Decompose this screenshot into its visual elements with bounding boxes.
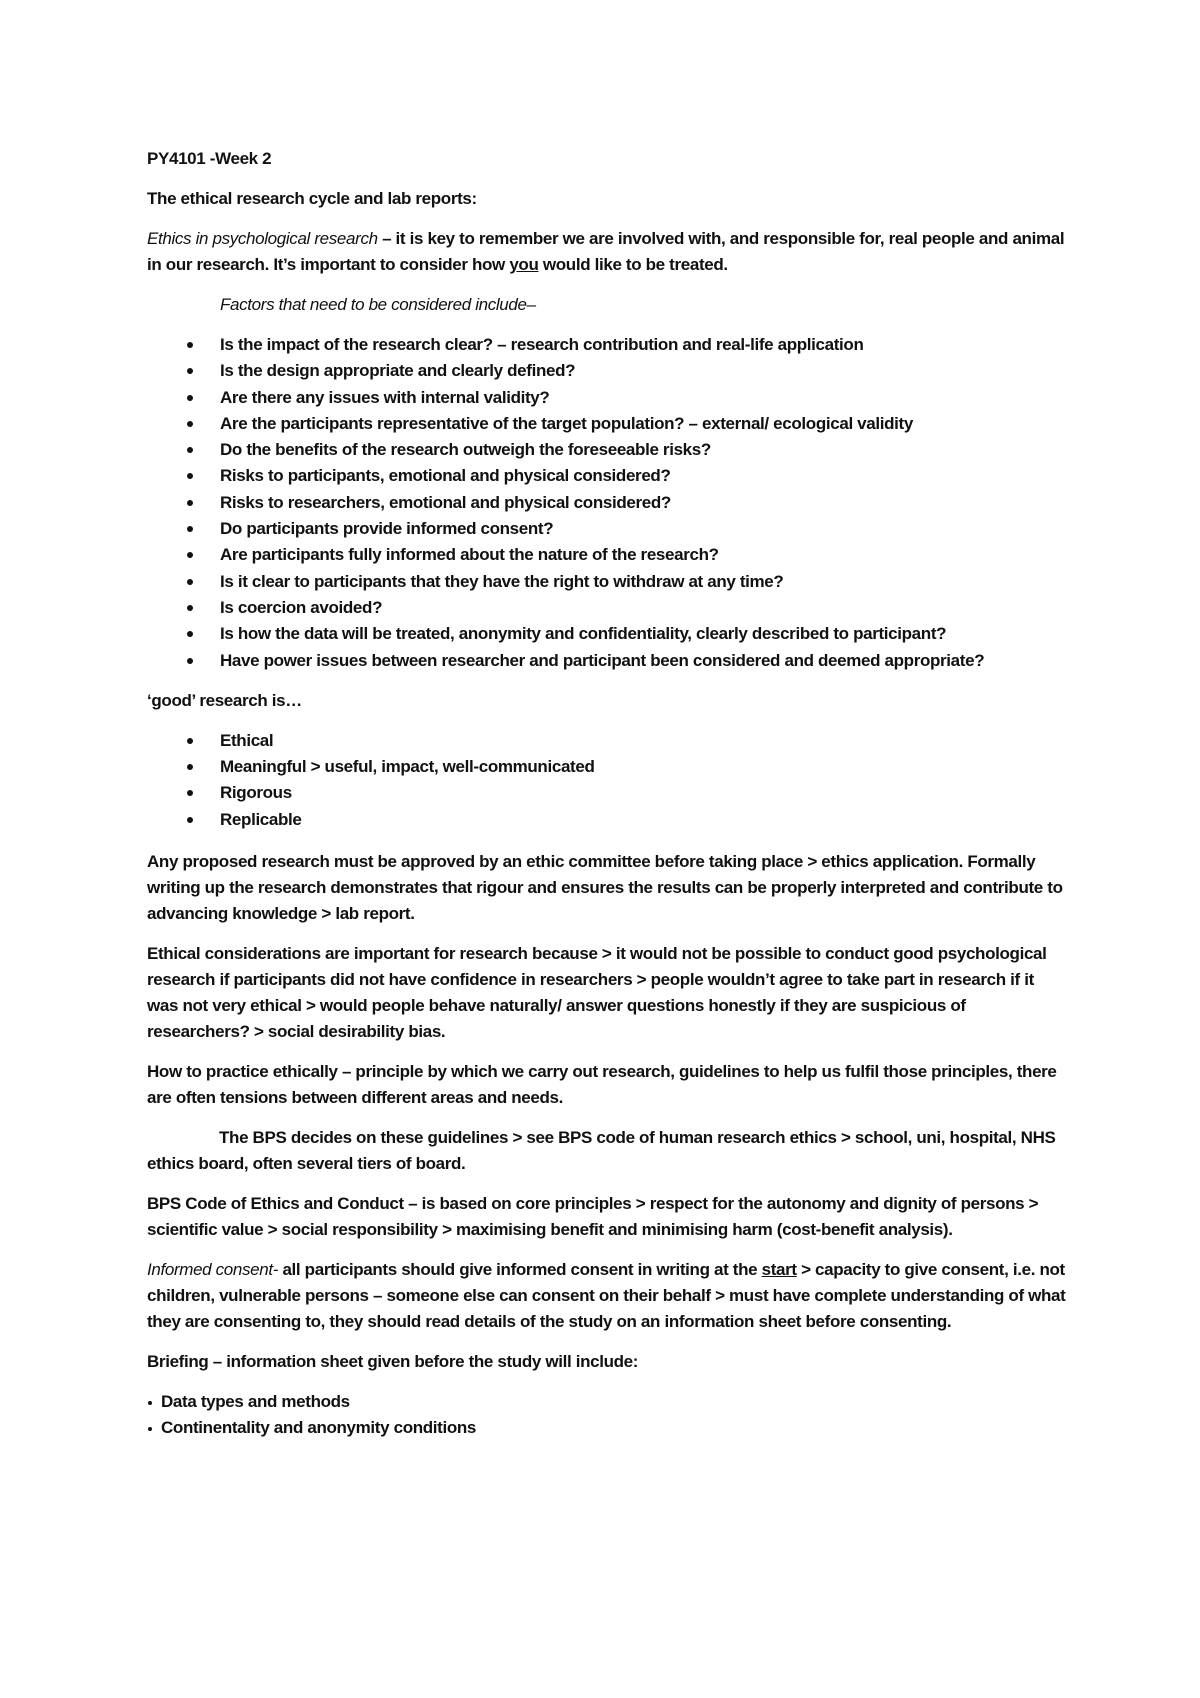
list-item: Risks to participants, emotional and physical considered? (147, 463, 1067, 489)
consent-text-after: > capacity to give consent, i.e. not children, vulnerable persons – someone else can consent on their behalf > must have complete understanding of what they are consenting to, they should read details of the study on an information sheet before consenting. (147, 1260, 1066, 1332)
list-item: Is coercion avoided? (147, 595, 1067, 621)
ethics-text-after: would like to be treated. (538, 255, 728, 274)
list-item: Are participants fully informed about the nature of the research? (147, 542, 1067, 568)
list-item: Data types and methods (147, 1389, 1067, 1415)
consent-lead: Informed consent- (147, 1260, 279, 1280)
document-title: PY4101 -Week 2 (147, 149, 272, 168)
list-item: Do participants provide informed consent? (147, 516, 1067, 542)
code-paragraph: BPS Code of Ethics and Conduct – is based on core principles > respect for the autonomy and dignity of persons > scientific value > social responsibility > maximising benefit and minimising harm (cost-benefit analysis). (147, 1194, 1039, 1240)
good-research-intro: ‘good’ research is… (147, 690, 302, 710)
list-item: Is it clear to participants that they have the right to withdraw at any time? (147, 569, 1067, 595)
list-item: Is how the data will be treated, anonymity and confidentiality, clearly described to participant? (147, 621, 1067, 647)
consent-text-before: all participants should give informed consent in writing at the (278, 1260, 762, 1280)
document-page (147, 146, 1067, 1441)
bps-paragraph (147, 1125, 1067, 1177)
good-research-list (147, 728, 1067, 833)
briefing-paragraph: Briefing – information sheet given before the study will include: (147, 1352, 639, 1372)
bps-text: The BPS decides on these guidelines > see BPS code of human research ethics > school, uni, hospital, NHS ethics board, often several tiers of board. (147, 1128, 1056, 1174)
document-subtitle: The ethical research cycle and lab reports: (147, 189, 477, 208)
consent-underlined: start (761, 1260, 797, 1280)
list-item: Replicable (147, 807, 1067, 833)
ethics-text-before: – it is key to remember we are involved with, and responsible for, real people and animal in our research. It’s important to consider how (147, 229, 1065, 274)
factors-list (147, 332, 1067, 674)
list-item: Is the design appropriate and clearly defined? (147, 358, 1067, 384)
list-item: Is the impact of the research clear? – research contribution and real-life application (147, 332, 1067, 358)
factors-intro: Factors that need to be considered include– (220, 295, 536, 314)
list-item: Continentality and anonymity conditions (147, 1415, 1067, 1441)
considerations-paragraph: Ethical considerations are important for research because > it would not be possible to conduct good psychological research if participants did not have confidence in researchers > people wouldn’t agree to take part in research if it was not very ethical > would people behave naturally/ answer questions honestly if they are suspicious of researchers? > social desirability bias. (147, 944, 1047, 1042)
approval-paragraph: Any proposed research must be approved by an ethic committee before taking place > ethics application. Formally writing up the research demonstrates that rigour and ensures the results can be properly interpreted and contribute to advancing knowledge > lab report. (147, 852, 1063, 924)
list-item: Have power issues between researcher and participant been considered and deemed appropriate? (147, 648, 1067, 674)
list-item: Meaningful > useful, impact, well-communicated (147, 754, 1067, 780)
ethics-paragraph (147, 226, 1067, 278)
list-item: Risks to researchers, emotional and physical considered? (147, 490, 1067, 516)
list-item: Are there any issues with internal validity? (147, 385, 1067, 411)
consent-paragraph (147, 1257, 1067, 1335)
list-item: Are the participants representative of the target population? – external/ ecological validity (147, 411, 1067, 437)
ethics-lead: Ethics in psychological research (147, 229, 378, 248)
list-item: Rigorous (147, 780, 1067, 806)
practice-paragraph: How to practice ethically – principle by which we carry out research, guidelines to help us fulfil those principles, there are often tensions between different areas and needs. (147, 1062, 1057, 1108)
briefing-list (147, 1389, 1067, 1441)
list-item: Do the benefits of the research outweigh the foreseeable risks? (147, 437, 1067, 463)
list-item: Ethical (147, 728, 1067, 754)
ethics-underlined: you (509, 255, 539, 274)
